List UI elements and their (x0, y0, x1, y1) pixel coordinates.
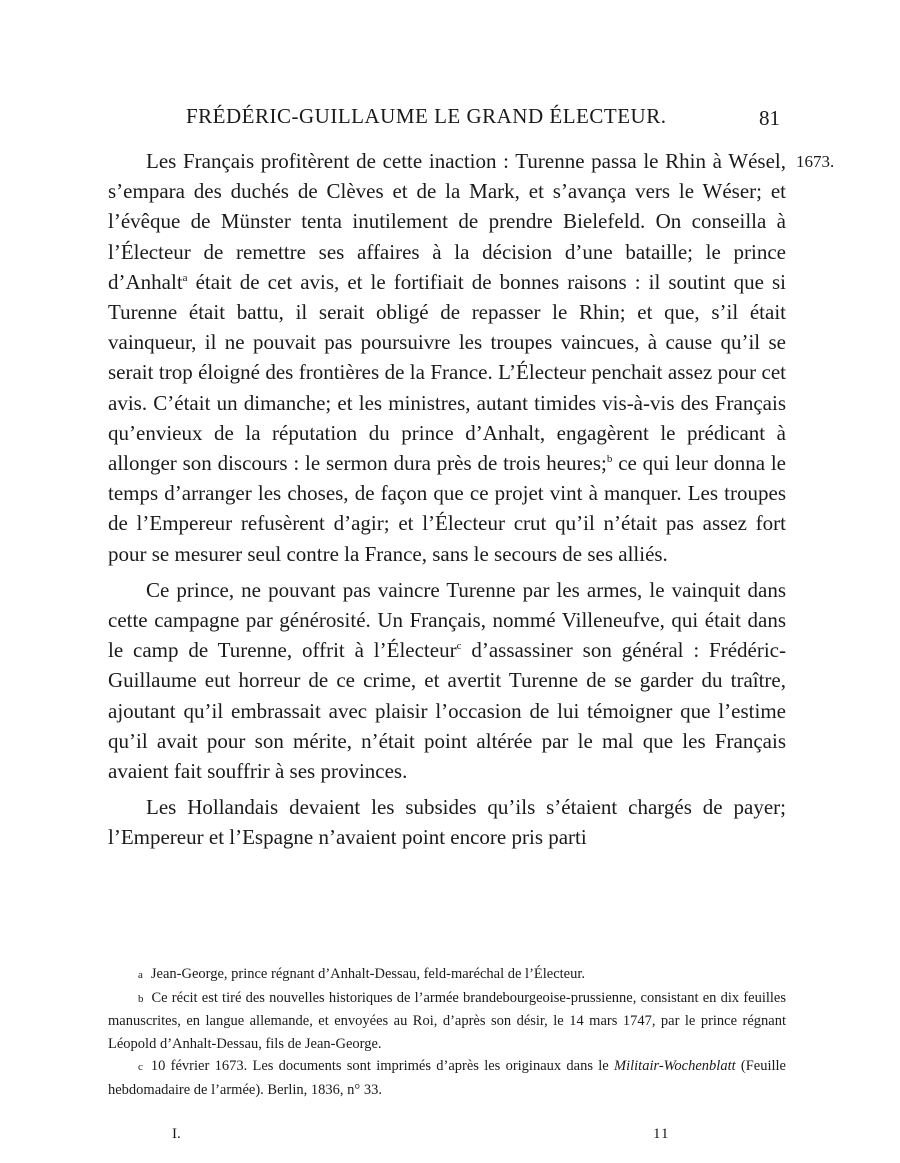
margin-year-note: 1673. (796, 152, 835, 171)
footnote-b: b Ce récit est tiré des nouvelles historiques de l’armée brandebourgeoise-prussienne, consistant en dix feuilles manuscrites, en langue allemande, et envoyées au Roi, d’après son désir, le 14 mars 1747, par le prince régnant Léopold d’Anhalt-Dessau, fils de Jean-George. (108, 989, 786, 1052)
footnote-c: c 10 février 1673. Les documents sont imprimés d’après les originaux dans le Militair-Wochenblatt (Feuille hebdomadaire de l’armée). Berlin, 1836, n° 33. (108, 1058, 786, 1098)
printer-signature (108, 1126, 786, 1148)
footnote-ref-b: b (606, 453, 613, 466)
footnote-mark: a (138, 969, 143, 981)
volume-mark: I. (172, 1126, 181, 1142)
running-title: FRÉDÉRIC-GUILLAUME LE GRAND ÉLECTEUR. (186, 104, 667, 128)
paragraph: Les Hollandais devaient les subsides qu’ils s’étaient chargés de payer; l’Empereur et l’Espagne n’avaient point encore pris parti (108, 795, 786, 850)
footnote-a: a Jean-George, prince régnant d’Anhalt-Dessau, feld-maréchal de l’Électeur. (138, 966, 586, 982)
footnotes (108, 963, 786, 1102)
page-number: 81 (759, 106, 780, 130)
sheet-number: 11 (653, 1126, 670, 1142)
footnote-ref-a: a (182, 271, 188, 284)
footnote-mark: c (138, 1061, 143, 1074)
footnote-mark: b (138, 992, 144, 1005)
paragraph: Les Français profitèrent de cette inaction : Turenne passa le Rhin à Wésel, s’empara des duchés de Clèves et de la Mark, et s’avança vers le Wéser; et l’évêque de Münster tenta inutilement de prendre Bielefeld. On conseilla à l’Électeur de remettre ses affaires à la décision d’une bataille; le prince d’Anhalt$^a$ était de cet avis, et le fortifiait de bonnes raisons : il soutint que si Turenne était battu, il serait obligé de repasser le Rhin; et que, s’il était vainqueur, il ne pouvait pas poursuivre les troupes vaincues, à cause qu’il se serait trop éloigné des frontières de la France. L’Électeur penchait assez pour cet avis. C’était un dimanche; et les ministres, autant timides vis-à-vis des Français qu’envieux de la réputation du prince d’Anhalt, engagèrent le prédicant à allonger son discours : le sermon dura près de trois heures;$^b$ ce qui leur donna le temps d’arranger les choses, de façon que ce projet vint à manquer. Les troupes de l’Empereur refusèrent d’agir; et l’Électeur crut qu’il n’était pas assez fort pour se mesurer seul contre la France, sans le secours de ses alliés. (108, 149, 786, 566)
paragraph: Ce prince, ne pouvant pas vaincre Turenne par les armes, le vainquit dans cette campagne par générosité. Un Français, nommé Villeneufve, qui était dans le camp de Turenne, offrit à l’Électeur$^c$ d’assassiner son général : Frédéric-Guillaume eut horreur de ce crime, et avertit Turenne de se garder du traître, ajoutant qu’il embrassait avec plaisir l’occasion de lui témoigner que l’estime qu’il avait pour son mérite, n’était point altérée par le mal que les Français avaient fait souffrir à ses provinces. (108, 577, 786, 784)
footnote-ref-c: c (456, 640, 462, 653)
page-header (108, 104, 788, 136)
body-text (108, 146, 786, 859)
